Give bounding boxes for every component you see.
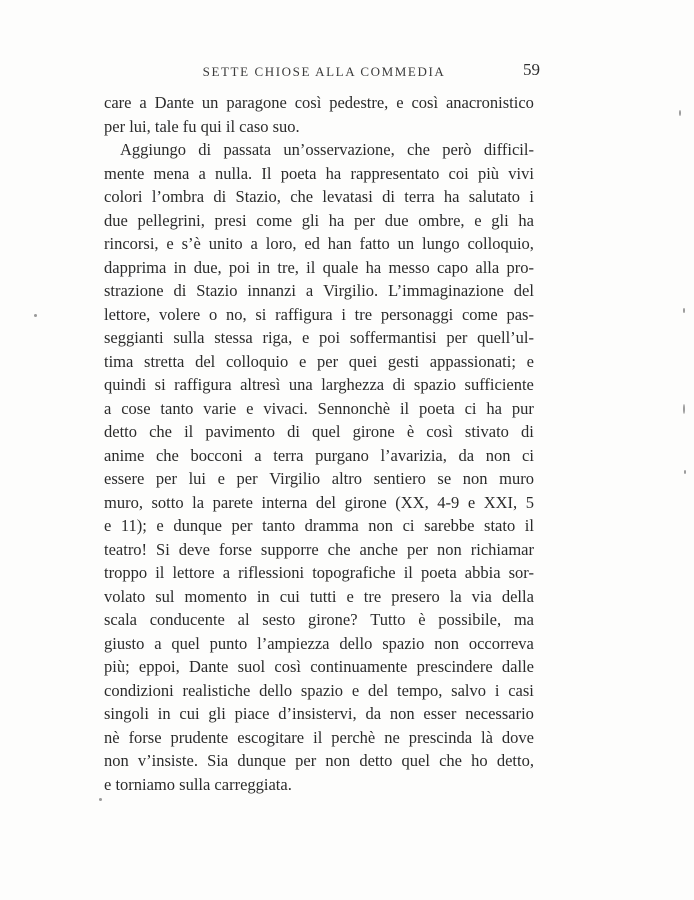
text-line: care a Dante un paragone così pedestre, e così anacronistico: [104, 93, 534, 112]
text-line: singoli in cui gli piace d’insistervi, da non esser necessario: [104, 704, 534, 723]
text-line: tima stretta del colloquio e per quei gesti appassionati; e: [104, 351, 534, 371]
running-title: SETTE CHIOSE ALLA COMMEDIA: [202, 64, 446, 79]
text-line: mente mena a nulla. Il poeta ha rappresentato coi più vivi: [104, 163, 534, 183]
scan-speck: [683, 308, 685, 313]
text-line: non v’insiste. Sia dunque per non detto quel che ho detto,: [104, 751, 534, 770]
text-line: due pellegrini, presi come gli ha per due ombre, e gli ha: [104, 210, 534, 230]
text-line: più; eppoi, Dante suol così continuamente prescindere dalle: [104, 657, 534, 676]
text-line: e torniamo sulla carreggiata.: [104, 774, 292, 794]
text-line: lettore, volere o no, si raffigura i tre personaggi come pas-: [104, 304, 534, 324]
text-line: a cose tanto varie e vivaci. Sennonchè il poeta ci ha pur: [104, 398, 534, 418]
text-line: dapprima in due, poi in tre, il quale ha messo capo alla pro-: [104, 257, 534, 277]
text-line: colori l’ombra di Stazio, che levatasi di terra ha salutato i: [104, 187, 534, 206]
text-line: detto che il pavimento di quel girone è così stivato di: [104, 422, 534, 441]
scan-speck: [34, 314, 37, 317]
scan-speck: [679, 110, 681, 116]
text-line: quindi si raffigura altresì una larghezza di spazio sufficiente: [104, 375, 534, 394]
scan-speck: [99, 798, 102, 801]
text-line: e 11); e dunque per tanto dramma non ci sarebbe stato il: [104, 516, 534, 535]
text-line: troppo il lettore a riflessioni topografiche il poeta abbia sor-: [104, 563, 534, 582]
text-line: Aggiungo di passata un’osservazione, che però difficil-: [120, 140, 534, 159]
page-number: 59: [523, 60, 540, 79]
running-head: [105, 60, 543, 86]
text-line: muro, sotto la parete interna del girone (XX, 4-9 e XXI, 5: [104, 492, 534, 512]
paragraph: [104, 91, 534, 138]
text-line: anime che bocconi a terra purgano l’avarizia, da non ci: [104, 445, 534, 465]
text-line: nè forse prudente escogitare il perchè ne prescinda là dove: [104, 727, 534, 747]
scan-speck: [684, 470, 686, 474]
text-line: giusto a quel punto l’ampiezza dello spazio non occorreva: [104, 633, 534, 653]
text-line: strazione di Stazio innanzi a Virgilio. L’immaginazione del: [104, 281, 534, 300]
text-line: scala conducente al sesto girone? Tutto è possibile, ma: [104, 610, 534, 629]
text-line: per lui, tale fu qui il caso suo.: [104, 116, 300, 136]
body-text: [104, 91, 534, 796]
scan-speck: [683, 404, 685, 414]
text-line: volato sul momento in cui tutti e tre presero la via della: [104, 586, 534, 606]
text-line: condizioni realistiche dello spazio e del tempo, salvo i casi: [104, 680, 534, 700]
paragraph: [104, 138, 534, 796]
text-line: teatro! Si deve forse supporre che anche per non richiamar: [104, 539, 534, 559]
text-line: essere per lui e per Virgilio altro sentiero se non muro: [104, 469, 534, 488]
text-line: rincorsi, e s’è unito a loro, ed han fatto un lungo colloquio,: [104, 234, 534, 253]
text-line: seggianti sulla stessa riga, e poi soffermantisi per quell’ul-: [104, 328, 534, 347]
